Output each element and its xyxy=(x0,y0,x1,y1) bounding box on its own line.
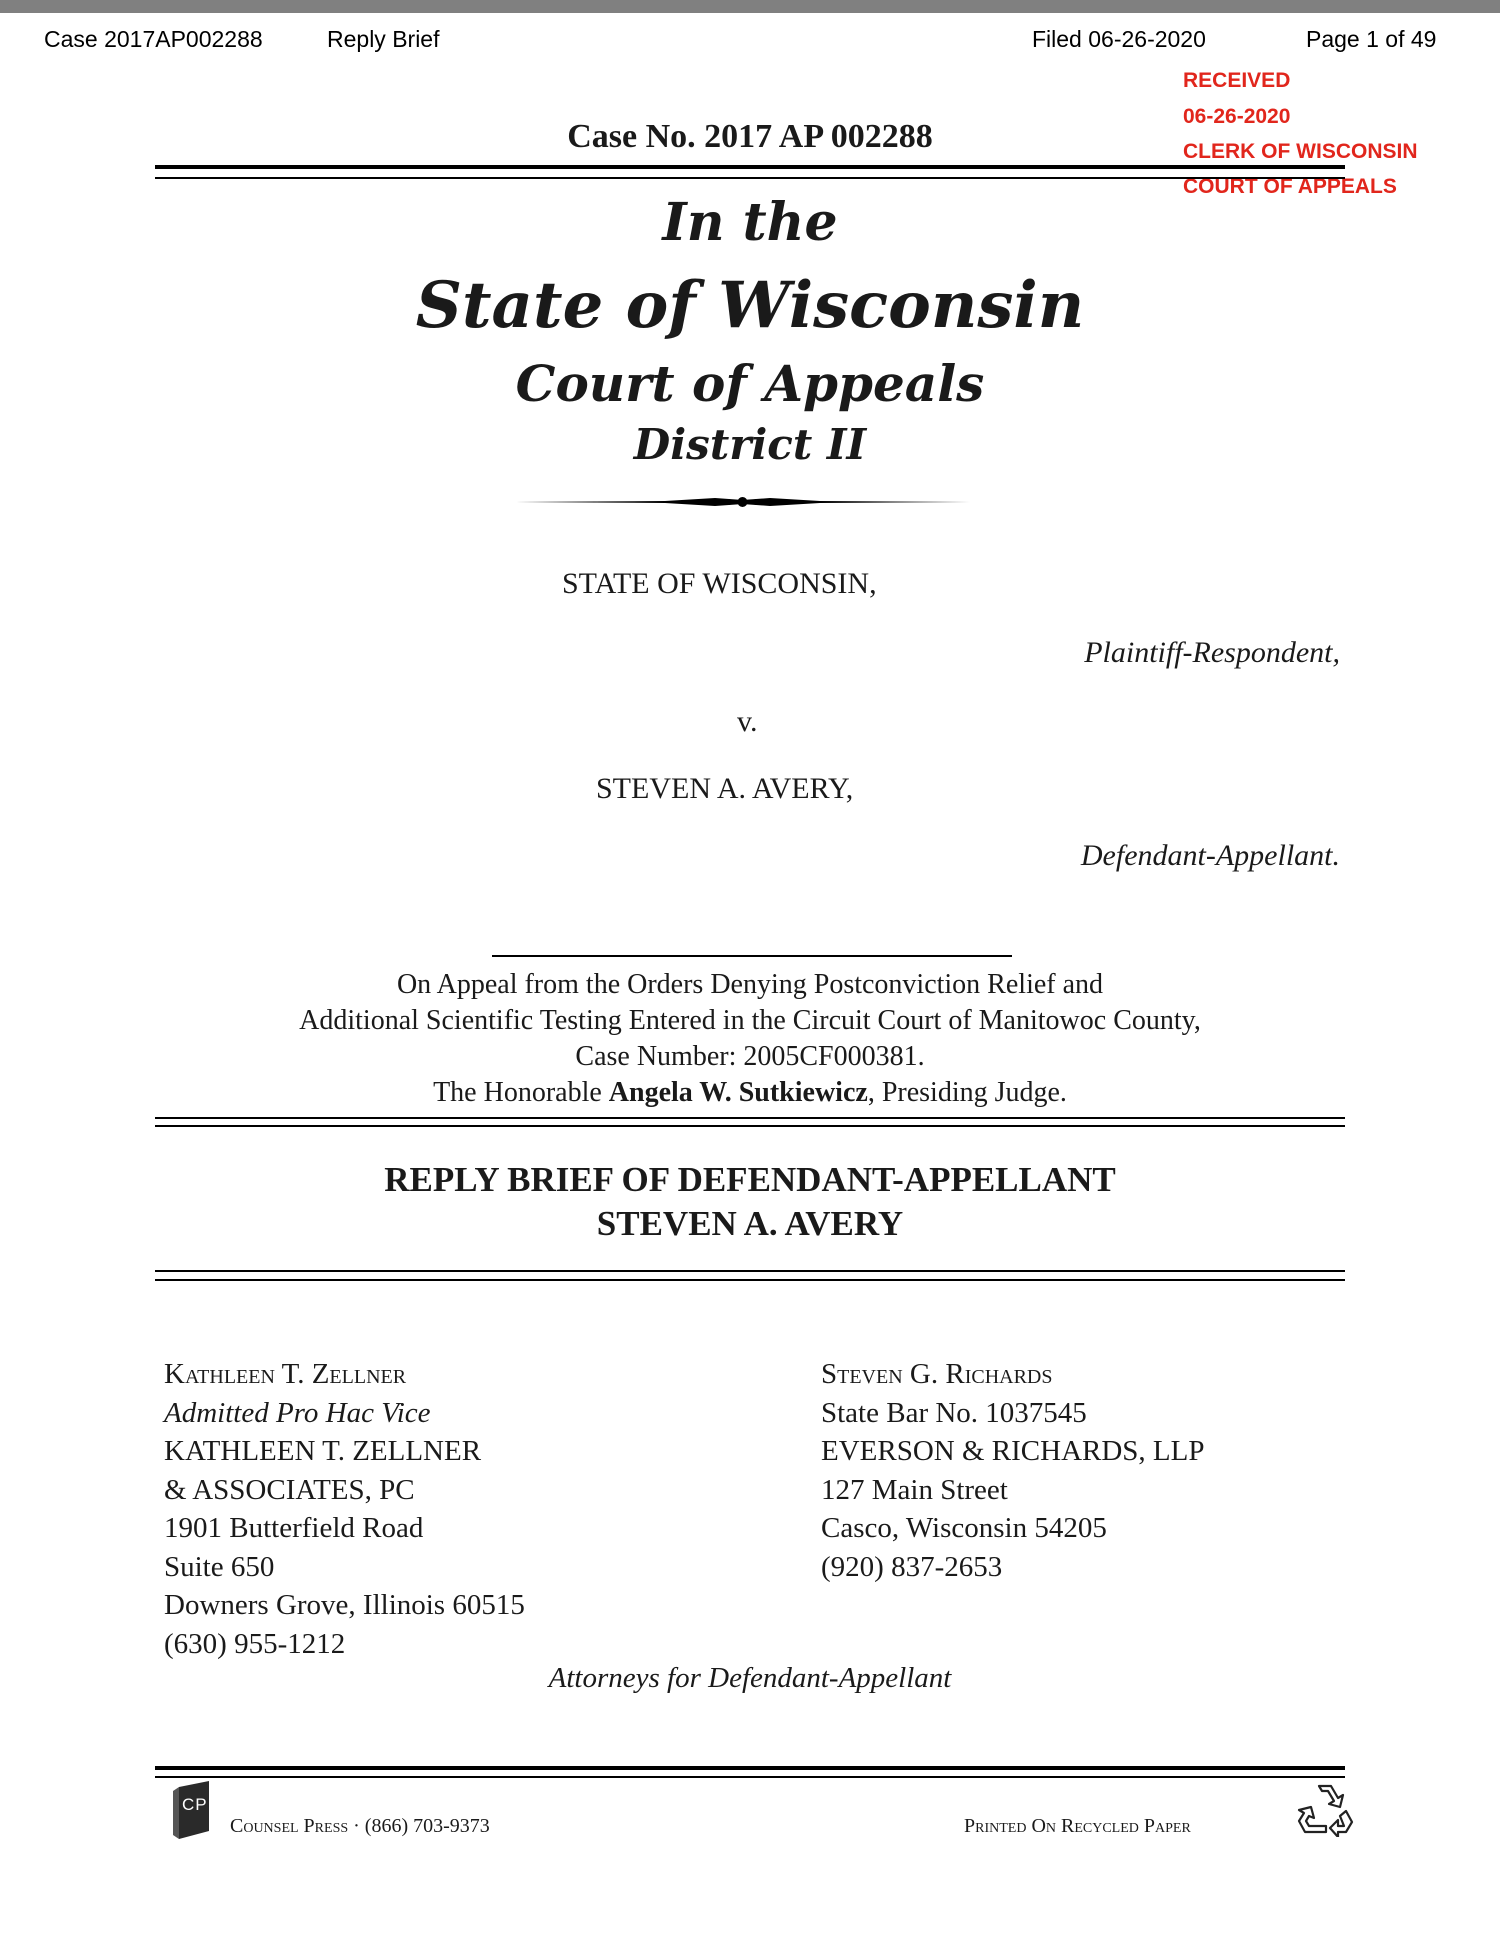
counsel-left-admission: Admitted Pro Hac Vice xyxy=(164,1396,431,1429)
attorneys-for: Attorneys for Defendant-Appellant xyxy=(548,1662,952,1694)
court-name: Court of Appeals xyxy=(515,354,985,413)
court-state: State of Wisconsin xyxy=(415,268,1085,343)
counsel-left-address-1: 1901 Butterfield Road xyxy=(164,1512,424,1544)
stamp-clerk: CLERK OF WISCONSIN xyxy=(1183,140,1418,163)
header-doc-type: Reply Brief xyxy=(327,26,440,52)
brief-title-line-2: STEVEN A. AVERY xyxy=(596,1204,904,1243)
court-in-the: In the xyxy=(662,192,838,253)
brief-rule-top-1 xyxy=(155,1117,1345,1119)
appeal-line-1: On Appeal from the Orders Denying Postconviction Relief and xyxy=(396,969,1104,1000)
brief-rule-bottom-2 xyxy=(155,1279,1345,1281)
footer-recycled: Printed On Recycled Paper xyxy=(964,1815,1191,1837)
counsel-press-logo xyxy=(173,1781,213,1839)
title-rule-thick xyxy=(155,165,1345,169)
appeal-rule xyxy=(492,955,1012,957)
footer-rule-thick xyxy=(155,1766,1345,1770)
ornament-divider xyxy=(515,490,970,514)
counsel-left-city: Downers Grove, Illinois 60515 xyxy=(164,1589,525,1621)
recycle-icon xyxy=(1296,1781,1354,1837)
counsel-left-address-2: Suite 650 xyxy=(164,1550,275,1583)
top-bar xyxy=(0,0,1500,13)
counsel-right-bar: State Bar No. 1037545 xyxy=(821,1396,1087,1429)
case-number: Case No. 2017 AP 002288 xyxy=(567,118,933,155)
brief-rule-bottom-1 xyxy=(155,1270,1345,1272)
counsel-right-name: Steven G. Richards xyxy=(821,1358,1053,1390)
stamp-date: 06-26-2020 xyxy=(1183,105,1291,128)
counsel-left-firm-1: KATHLEEN T. ZELLNER xyxy=(164,1435,482,1467)
counsel-right-address: 127 Main Street xyxy=(821,1473,1008,1506)
court-district: District II xyxy=(633,420,867,469)
counsel-left-name: Kathleen T. Zellner xyxy=(164,1358,407,1390)
header-case: Case 2017AP002288 xyxy=(44,26,263,52)
counsel-right-firm: EVERSON & RICHARDS, LLP xyxy=(821,1435,1205,1467)
counsel-left-firm-2: & ASSOCIATES, PC xyxy=(164,1473,415,1506)
counsel-press-logo-text: CP xyxy=(182,1795,208,1814)
footer-rule-thin xyxy=(155,1776,1345,1778)
brief-title-line-1: REPLY BRIEF OF DEFENDANT-APPELLANT xyxy=(384,1160,1116,1199)
stamp-court: COURT OF APPEALS xyxy=(1183,175,1397,198)
counsel-right-city: Casco, Wisconsin 54205 xyxy=(821,1512,1107,1544)
counsel-right xyxy=(821,1355,1205,1586)
footer-publisher: Counsel Press · (866) 703-9373 xyxy=(230,1815,490,1837)
defendant-role: Defendant-Appellant. xyxy=(1080,839,1340,872)
appeal-line-4 xyxy=(0,1075,1500,1111)
counsel-left xyxy=(164,1355,525,1663)
brief-rule-top-2 xyxy=(155,1125,1345,1127)
versus: v. xyxy=(737,705,758,738)
party-plaintiff: STATE OF WISCONSIN, xyxy=(562,567,877,600)
judge-prefix: The Honorable xyxy=(433,1077,609,1108)
header-filed: Filed 06-26-2020 xyxy=(1032,26,1206,52)
appeal-line-2: Additional Scientific Testing Entered in the Circuit Court of Manitowoc County, xyxy=(299,1005,1201,1036)
counsel-right-phone: (920) 837-2653 xyxy=(821,1550,1003,1583)
stamp-received: RECEIVED xyxy=(1183,69,1291,92)
appeal-line-3: Case Number: 2005CF000381. xyxy=(575,1041,925,1072)
party-defendant: STEVEN A. AVERY, xyxy=(596,772,854,805)
judge-suffix: , Presiding Judge. xyxy=(867,1077,1067,1108)
plaintiff-role: Plaintiff-Respondent, xyxy=(1084,636,1340,669)
counsel-left-phone: (630) 955-1212 xyxy=(164,1627,346,1660)
title-rule-thin xyxy=(155,177,1345,179)
judge-name: Angela W. Sutkiewicz xyxy=(608,1077,868,1108)
header-page: Page 1 of 49 xyxy=(1306,26,1437,52)
